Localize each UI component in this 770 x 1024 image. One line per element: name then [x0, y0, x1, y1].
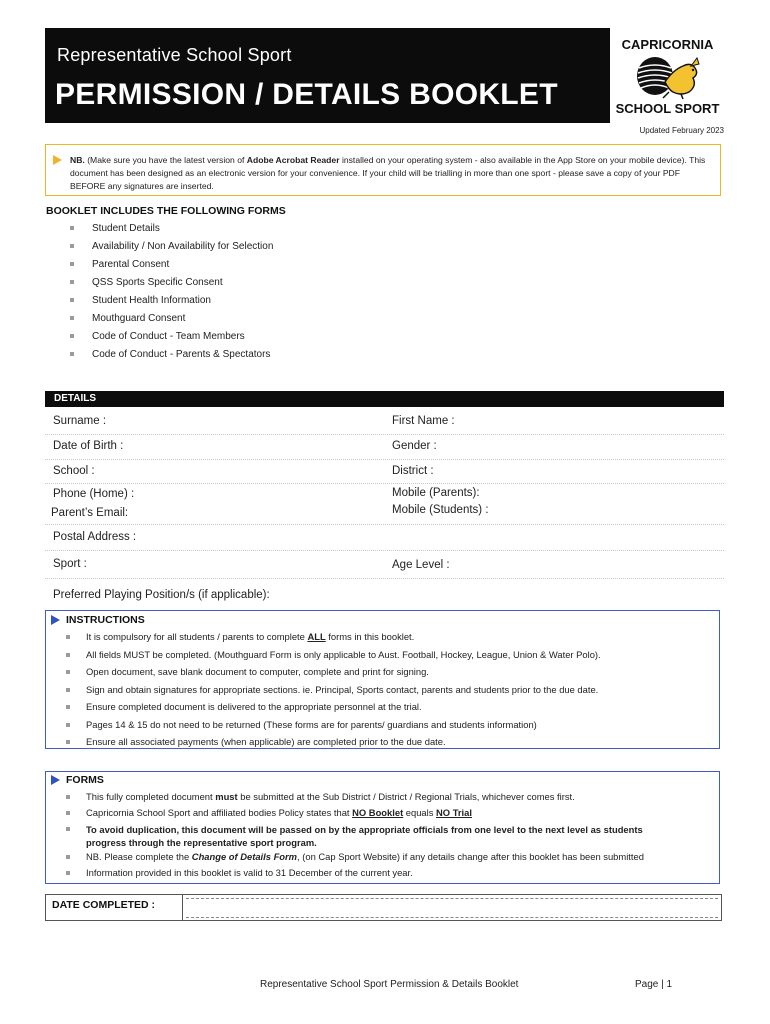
instructions-heading: INSTRUCTIONS [66, 614, 145, 626]
page-title: PERMISSION / DETAILS BOOKLET [55, 78, 558, 111]
sport-field[interactable]: Sport : [53, 558, 87, 570]
gender-field[interactable]: Gender : [392, 440, 437, 452]
list-item: This fully completed document must be submitted at the Sub District / District / Regional Trials, whichever comes first. [64, 791, 721, 807]
header-subtitle: Representative School Sport [57, 45, 292, 65]
mobile-parents-field[interactable]: Mobile (Parents): [392, 487, 480, 499]
bullet-icon [66, 795, 70, 799]
notice-app-name: Adobe Acrobat Reader [246, 155, 340, 165]
notice-part1: (Make sure you have the latest version of [84, 155, 247, 165]
footer-title: Representative School Sport Permission & Details Booklet [260, 979, 519, 990]
booklet-forms-list [68, 221, 273, 365]
date-completed-row [45, 894, 722, 921]
bullet-icon [66, 827, 70, 831]
divider [45, 459, 724, 460]
capricornia-logo [610, 28, 725, 123]
notice-nb: NB. [70, 155, 85, 165]
bullet-icon [70, 280, 74, 284]
logo-emblem-icon [625, 52, 710, 100]
bullet-icon [66, 705, 70, 709]
bullet-icon [66, 723, 70, 727]
forms-list [64, 791, 721, 883]
school-field[interactable]: School : [53, 465, 95, 477]
forms-heading: FORMS [66, 774, 104, 786]
bullet-icon [66, 635, 70, 639]
divider [45, 524, 724, 525]
district-field[interactable]: District : [392, 465, 434, 477]
booklet-heading: BOOKLET INCLUDES THE FOLLOWING FORMS [46, 205, 286, 217]
list-item: Code of Conduct - Parents & Spectators [68, 347, 273, 365]
parent-email-field[interactable]: Parent’s Email: [51, 507, 129, 519]
bullet-icon [70, 262, 74, 266]
list-item: Ensure completed document is delivered to the appropriate personnel at the trial. [64, 701, 601, 719]
surname-field[interactable]: Surname : [53, 415, 107, 427]
postal-address-field[interactable]: Postal Address : [53, 531, 137, 543]
list-item: To avoid duplication, this document will be passed on by the appropriate officials from one level to the next level as students progress through the representative sport program. [64, 823, 721, 851]
instructions-list [64, 631, 601, 754]
page-number: Page | 1 [635, 979, 673, 990]
bullet-icon [70, 316, 74, 320]
forms-box [45, 771, 720, 884]
notice-box [45, 144, 721, 196]
date-completed-label: DATE COMPLETED : [46, 895, 183, 920]
notice-part2: installed on your operating system - also available in the App Store on your mobile device). This document has been designed as an electronic version for your convenience. If your child will be trialling in more than one sport - please save a copy of your PDF BEFORE any signatures are inserted. [70, 155, 706, 191]
date-completed-input[interactable] [186, 898, 718, 918]
bullet-icon [66, 871, 70, 875]
age-level-field[interactable]: Age Level : [392, 559, 450, 571]
bullet-icon [70, 244, 74, 248]
preferred-position-field[interactable]: Preferred Playing Position/s (if applicable): [53, 589, 270, 601]
logo-text-top: CAPRICORNIA [621, 37, 714, 52]
list-item: Information provided in this booklet is valid to 31 December of the current year. [64, 867, 721, 883]
divider [45, 578, 724, 579]
divider [45, 483, 724, 484]
divider [45, 434, 724, 435]
list-item: Availability / Non Availability for Selection [68, 239, 273, 257]
bullet-icon [66, 811, 70, 815]
list-item: Ensure all associated payments (when applicable) are completed prior to the due date. [64, 736, 601, 754]
list-item: Capricornia School Sport and affiliated bodies Policy states that NO Booklet equals NO Trial [64, 807, 721, 823]
logo-text-bottom: SCHOOL SPORT [615, 101, 720, 116]
bullet-icon [66, 688, 70, 692]
mobile-students-field[interactable]: Mobile (Students) : [392, 504, 489, 516]
bullet-icon [66, 855, 70, 859]
phone-home-field[interactable]: Phone (Home) : [53, 488, 135, 500]
arrow-right-icon [51, 775, 60, 785]
list-item: Parental Consent [68, 257, 273, 275]
list-item: NB. Please complete the Change of Details Form, (on Cap Sport Website) if any details change after this booklet has been submitted [64, 851, 721, 867]
bullet-icon [70, 334, 74, 338]
list-item: Mouthguard Consent [68, 311, 273, 329]
arrow-right-icon [53, 155, 62, 165]
notice-text [70, 154, 715, 193]
list-item: Student Details [68, 221, 273, 239]
list-item: Open document, save blank document to computer, complete and print for signing. [64, 666, 601, 684]
bullet-icon [66, 670, 70, 674]
bullet-icon [66, 740, 70, 744]
bullet-icon [70, 226, 74, 230]
list-item: Sign and obtain signatures for appropriate sections. ie. Principal, Sports contact, parents and students prior to the due date. [64, 684, 601, 702]
arrow-right-icon [51, 615, 60, 625]
bullet-icon [70, 352, 74, 356]
list-item: Code of Conduct - Team Members [68, 329, 273, 347]
list-item: QSS Sports Specific Consent [68, 275, 273, 293]
list-item: Pages 14 & 15 do not need to be returned (These forms are for parents/ guardians and students information) [64, 719, 601, 737]
dob-field[interactable]: Date of Birth : [53, 440, 124, 452]
bullet-icon [70, 298, 74, 302]
header-banner [45, 28, 725, 123]
updated-date: Updated February 2023 [639, 126, 724, 135]
bullet-icon [66, 653, 70, 657]
details-section-header [45, 391, 724, 407]
list-item: Student Health Information [68, 293, 273, 311]
divider [45, 550, 724, 551]
first-name-field[interactable]: First Name : [392, 415, 455, 427]
details-heading: DETAILS [54, 393, 97, 404]
list-item: All fields MUST be completed. (Mouthguard Form is only applicable to Aust. Football, Hockey, League, Union & Water Polo). [64, 649, 601, 667]
list-item: It is compulsory for all students / parents to complete ALL forms in this booklet. [64, 631, 601, 649]
instructions-box [45, 610, 720, 749]
